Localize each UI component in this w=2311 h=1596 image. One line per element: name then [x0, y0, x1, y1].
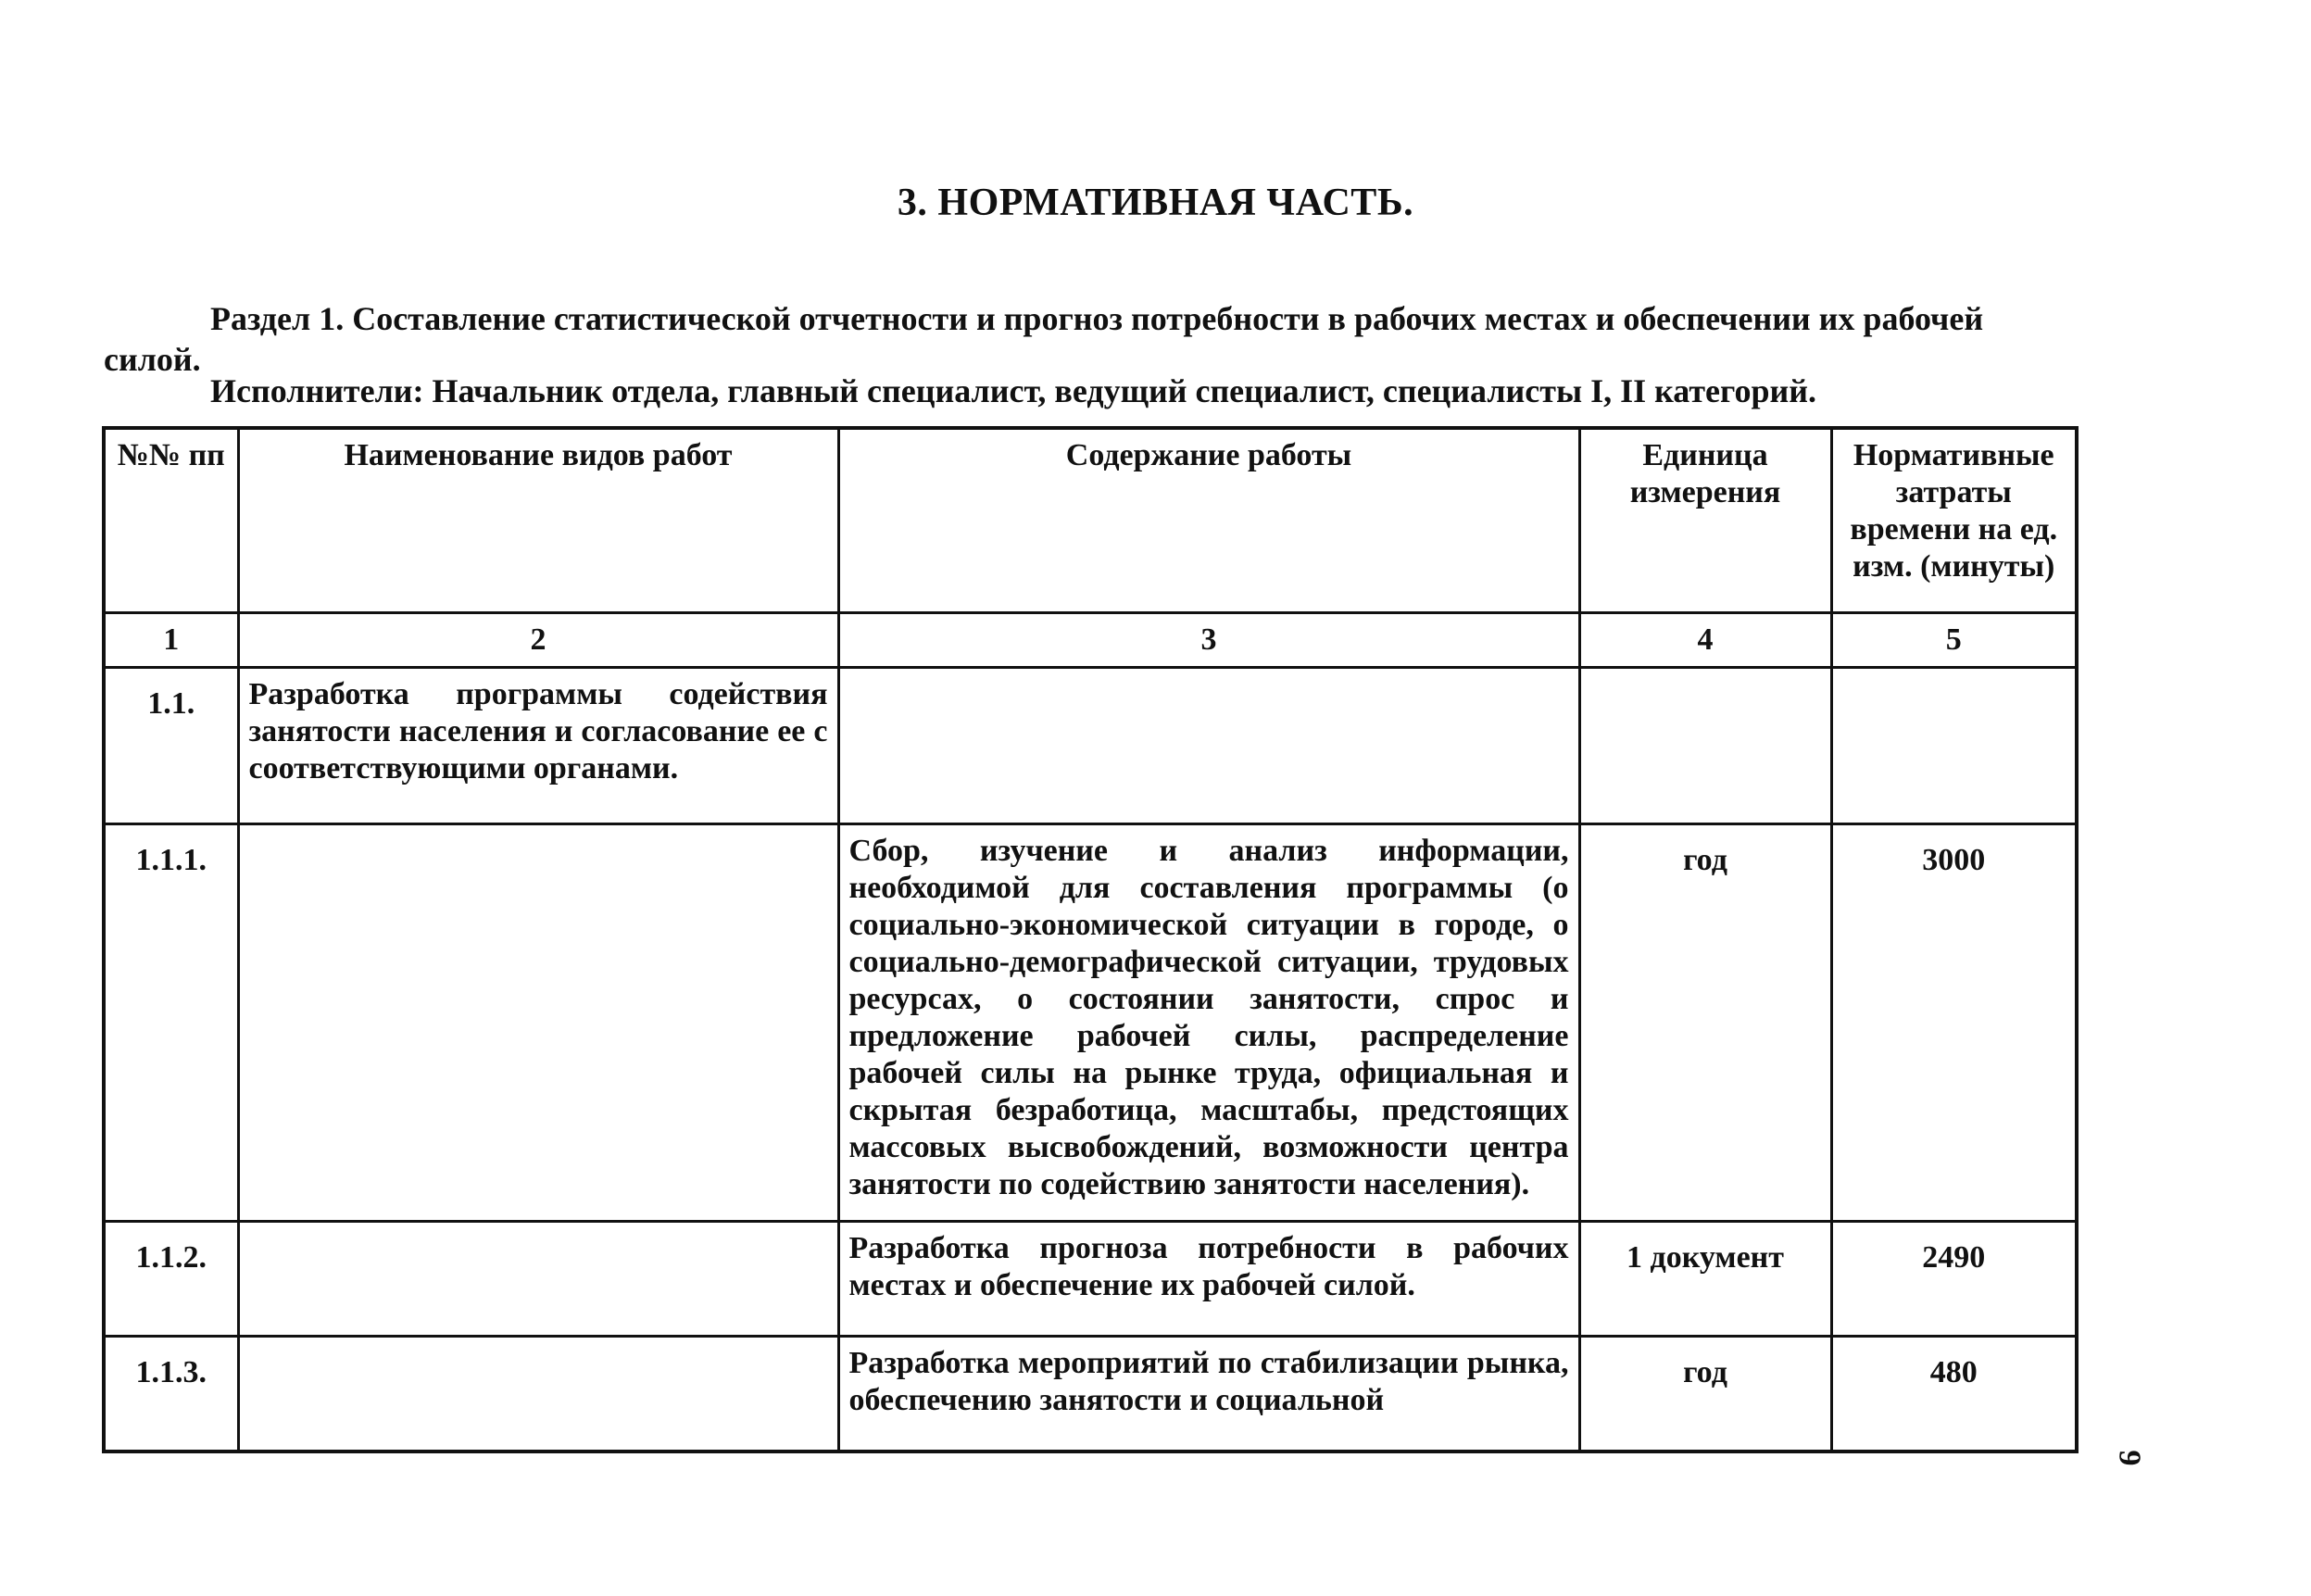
work-content: Разработка прогноза потребности в рабочих местах и обеспечение их рабочей силой. — [838, 1222, 1579, 1337]
page-title: 3. НОРМАТИВНАЯ ЧАСТЬ. — [897, 182, 1414, 224]
norm-time — [1831, 668, 2077, 824]
work-type-name — [238, 824, 838, 1222]
section-text: Составление статистической отчетности и прогноз потребности в рабочих местах и обеспечении их рабочей силой. — [104, 300, 1984, 378]
unit-of-measure: год — [1579, 824, 1831, 1222]
header-num: №№ пп — [104, 428, 238, 613]
executors-line: Исполнители: Начальник отдела, главный специалист, ведущий специалист, специалисты I, II категорий. — [210, 372, 1816, 409]
unit-of-measure — [1579, 668, 1831, 824]
table-header-row — [104, 428, 2077, 613]
unit-of-measure: 1 документ — [1579, 1222, 1831, 1337]
column-number: 2 — [238, 613, 838, 668]
row-number: 1.1.2. — [104, 1222, 238, 1337]
header-unit: Единица измерения — [1579, 428, 1831, 613]
section-heading — [104, 298, 2077, 380]
column-number: 4 — [1579, 613, 1831, 668]
work-content: Сбор, изучение и анализ информации, необходимой для составления программы (о социально-экономической ситуации в городе, о социально-демографической ситуации, трудовых ресурсах, о состоянии занятости, спрос и предложение рабочей силы, распределение рабочей силы на рынке труда, официальная и скрытая безработица, масштабы, предстоящих массовых высвобождений, возможности центра занятости по содействию занятости населения). — [838, 824, 1579, 1222]
work-type-name — [238, 1222, 838, 1337]
page-number: 9 — [2112, 1450, 2147, 1466]
column-number: 5 — [1831, 613, 2077, 668]
row-number: 1.1. — [104, 668, 238, 824]
norm-time: 480 — [1831, 1337, 2077, 1452]
column-number: 1 — [104, 613, 238, 668]
work-content — [838, 668, 1579, 824]
norm-time: 3000 — [1831, 824, 2077, 1222]
work-type-name: Разработка программы содействия занятости населения и согласование ее с соответствующими органами. — [238, 668, 838, 824]
row-number: 1.1.3. — [104, 1337, 238, 1452]
work-content: Разработка мероприятий по стабилизации рынка, обеспечению занятости и социальной — [838, 1337, 1579, 1452]
row-number: 1.1.1. — [104, 824, 238, 1222]
column-number-row — [104, 613, 2077, 668]
column-number: 3 — [838, 613, 1579, 668]
table-row — [104, 1222, 2077, 1337]
work-type-name — [238, 1337, 838, 1452]
norm-time: 2490 — [1831, 1222, 2077, 1337]
header-name: Наименование видов работ — [238, 428, 838, 613]
table-row — [104, 824, 2077, 1222]
unit-of-measure: год — [1579, 1337, 1831, 1452]
norms-table — [102, 426, 2079, 1453]
header-content: Содержание работы — [838, 428, 1579, 613]
table-row — [104, 668, 2077, 824]
header-norm: Нормативные затраты времени на ед. изм. (минуты) — [1831, 428, 2077, 613]
table-row — [104, 1337, 2077, 1452]
section-label: Раздел 1. — [210, 300, 345, 337]
